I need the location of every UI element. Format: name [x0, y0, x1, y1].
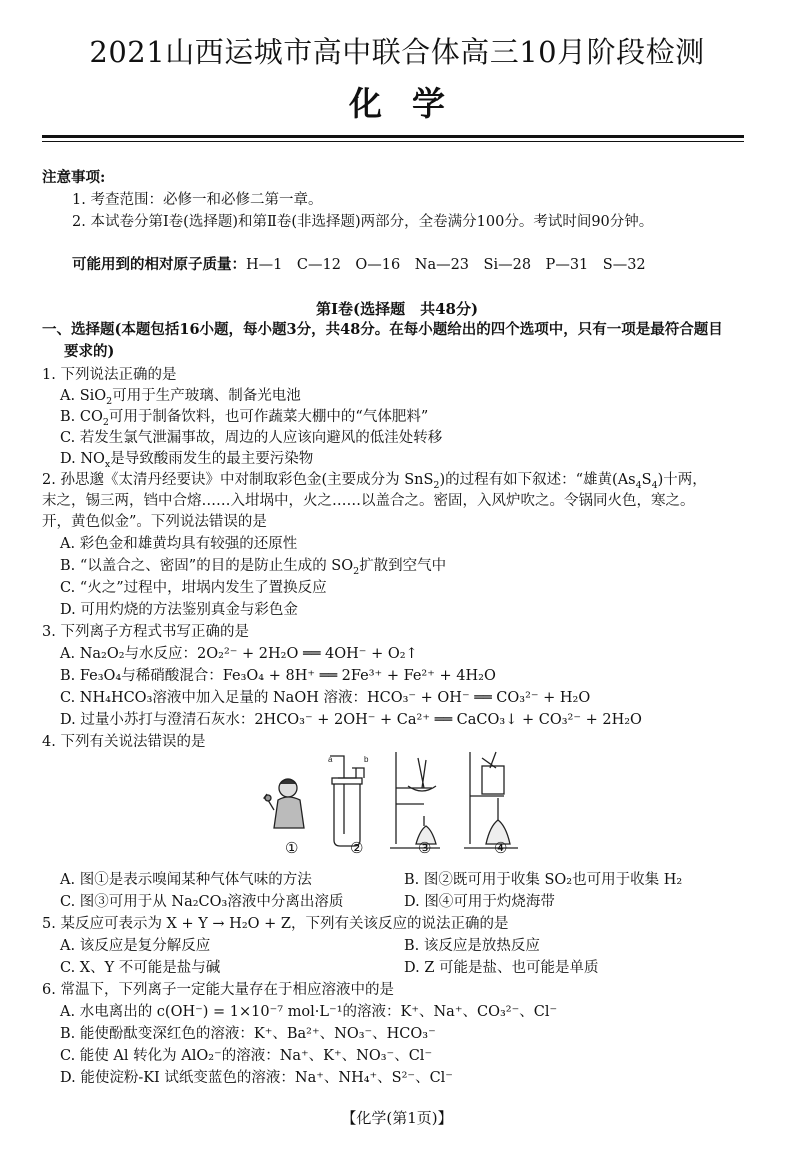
q2-option-d: D. 可用灼烧的方法鉴别真金与彩色金: [60, 602, 298, 618]
figure-label-3: ③: [418, 839, 432, 857]
svg-text:a: a: [328, 755, 333, 764]
q6-option-a: A. 水电离出的 c(OH⁻) = 1×10⁻⁷ mol·L⁻¹的溶液：K⁺、Na⁺、CO₃²⁻、Cl⁻: [60, 1004, 558, 1020]
q1-option-a: A. SiO$_2$可用于生产玻璃、制备光电池: [60, 388, 301, 407]
q2-option-a: A. 彩色金和雄黄均具有较强的还原性: [60, 536, 298, 552]
q5-option-b: B. 该反应是放热反应: [404, 938, 540, 954]
figure-4-crucible-icon: [464, 752, 518, 848]
q3-stem: 3. 下列离子方程式书写正确的是: [42, 624, 249, 640]
figure-1-smelling-icon: [264, 779, 304, 828]
notice-item-2: 2. 本试卷分第Ⅰ卷(选择题)和第Ⅱ卷(非选择题)两部分，全卷满分100分。考试时间90分钟。: [72, 214, 654, 230]
section-instruction-2: 要求的): [64, 343, 115, 360]
q4-option-b: B. 图②既可用于收集 SO₂也可用于收集 H₂: [404, 872, 683, 888]
q5-option-d: D. Z 可能是盐、也可能是单质: [404, 960, 599, 976]
q2-stem-line1: 2. 孙思邈《太清丹经要诀》中对制取彩色金(主要成分为 SnS$_2$)的过程有如下叙述：“雄黄$(As_4S_4)$十两，: [42, 472, 707, 491]
q1-option-c: C. 若发生氯气泄漏事故，周边的人应该向避风的低洼处转移: [60, 430, 443, 446]
figure-3-evaporation-icon: [390, 752, 440, 848]
notice-heading: 注意事项:: [42, 169, 106, 186]
q4-option-c: C. 图③可用于从 Na₂CO₃溶液中分离出溶质: [60, 894, 344, 910]
figure-label-4: ④: [494, 839, 508, 857]
q6-option-d: D. 能使淀粉-KI 试纸变蓝色的溶液：Na⁺、NH₄⁺、S²⁻、Cl⁻: [60, 1070, 453, 1086]
page-footer: 【化学(第1页)】: [341, 1109, 453, 1127]
q3-option-c: C. NH₄HCO₃溶液中加入足量的 NaOH 溶液：HCO₃⁻ + OH⁻ ══ CO₃²⁻ + H₂O: [60, 690, 591, 706]
title-rule-thin: [42, 141, 744, 142]
q1-stem: 1. 下列说法正确的是: [42, 367, 177, 383]
q2-stem-line3: 开，黄色似金”。下列说法错误的是: [42, 514, 267, 530]
section-instruction-1: 一、选择题(本题包括16小题，每小题3分，共48分。在每小题给出的四个选项中，只有一项是最符合题目: [42, 321, 723, 338]
figure-label-1: ①: [285, 839, 299, 857]
figure-2-gas-bottle-icon: [328, 755, 369, 846]
atomic-mass-label: 可能用到的相对原子质量：: [72, 256, 246, 273]
q2-option-b: B. “以盖合之、密固”的目的是防止生成的 $SO_2$扩散到空气中: [60, 558, 447, 577]
q2-option-c: C. “火之”过程中，坩埚内发生了置换反应: [60, 580, 327, 596]
q5-option-a: A. 该反应是复分解反应: [60, 938, 211, 954]
subject-title: 化学: [349, 84, 475, 123]
title-rule-thick: [42, 135, 744, 138]
notice-item-1: 1. 考查范围：必修一和必修二第一章。: [72, 192, 323, 208]
q5-stem: 5. 某反应可表示为 X + Y → H₂O + Z，下列有关该反应的说法正确的是: [42, 916, 509, 932]
q4-stem: 4. 下列有关说法错误的是: [42, 734, 206, 750]
q4-option-a: A. 图①是表示嗅闻某种气体气味的方法: [60, 872, 312, 888]
q6-stem: 6. 常温下，下列离子一定能大量存在于相应溶液中的是: [42, 982, 394, 998]
svg-text:b: b: [364, 755, 369, 764]
q5-option-c: C. X、Y 不可能是盐与碱: [60, 960, 221, 976]
q3-option-a: A. Na₂O₂与水反应：2O₂²⁻ + 2H₂O ══ 4OH⁻ + O₂↑: [60, 646, 418, 662]
q3-option-d: D. 过量小苏打与澄清石灰水：2HCO₃⁻ + 2OH⁻ + Ca²⁺ ══ CaCO₃↓ + CO₃²⁻ + 2H₂O: [60, 712, 642, 728]
q2-stem-line2: 末之，锡三两，铛中合熔……入坩埚中，火之……以盖合之。密固，入风炉吹之。令锅同火色，寒之。: [42, 493, 695, 509]
atomic-mass-values: H—1 C—12 O—16 Na—23 Si—28 P—31 S—32: [246, 257, 646, 273]
q4-option-d: D. 图④可用于灼烧海带: [404, 894, 555, 910]
exam-title: 2021山西运城市高中联合体高三10月阶段检测: [89, 35, 705, 69]
q6-option-c: C. 能使 Al 转化为 AlO₂⁻的溶液：Na⁺、K⁺、NO₃⁻、Cl⁻: [60, 1048, 433, 1064]
q1-option-b: B. $CO_2$可用于制备饮料，也可作蔬菜大棚中的“气体肥料”: [60, 409, 429, 428]
q1-option-d: D. $NO_x$是导致酸雨发生的最主要污染物: [60, 451, 314, 470]
q6-option-b: B. 能使酚酞变深红色的溶液：K⁺、Ba²⁺、NO₃⁻、HCO₃⁻: [60, 1026, 436, 1042]
figure-label-2: ②: [350, 839, 364, 857]
atomic-mass-line: [72, 255, 646, 275]
q3-option-b: B. Fe₃O₄与稀硝酸混合：Fe₃O₄ + 8H⁺ ══ 2Fe³⁺ + Fe²⁺ + 4H₂O: [60, 668, 496, 684]
section-title: 第Ⅰ卷(选择题 共48分): [315, 300, 479, 318]
